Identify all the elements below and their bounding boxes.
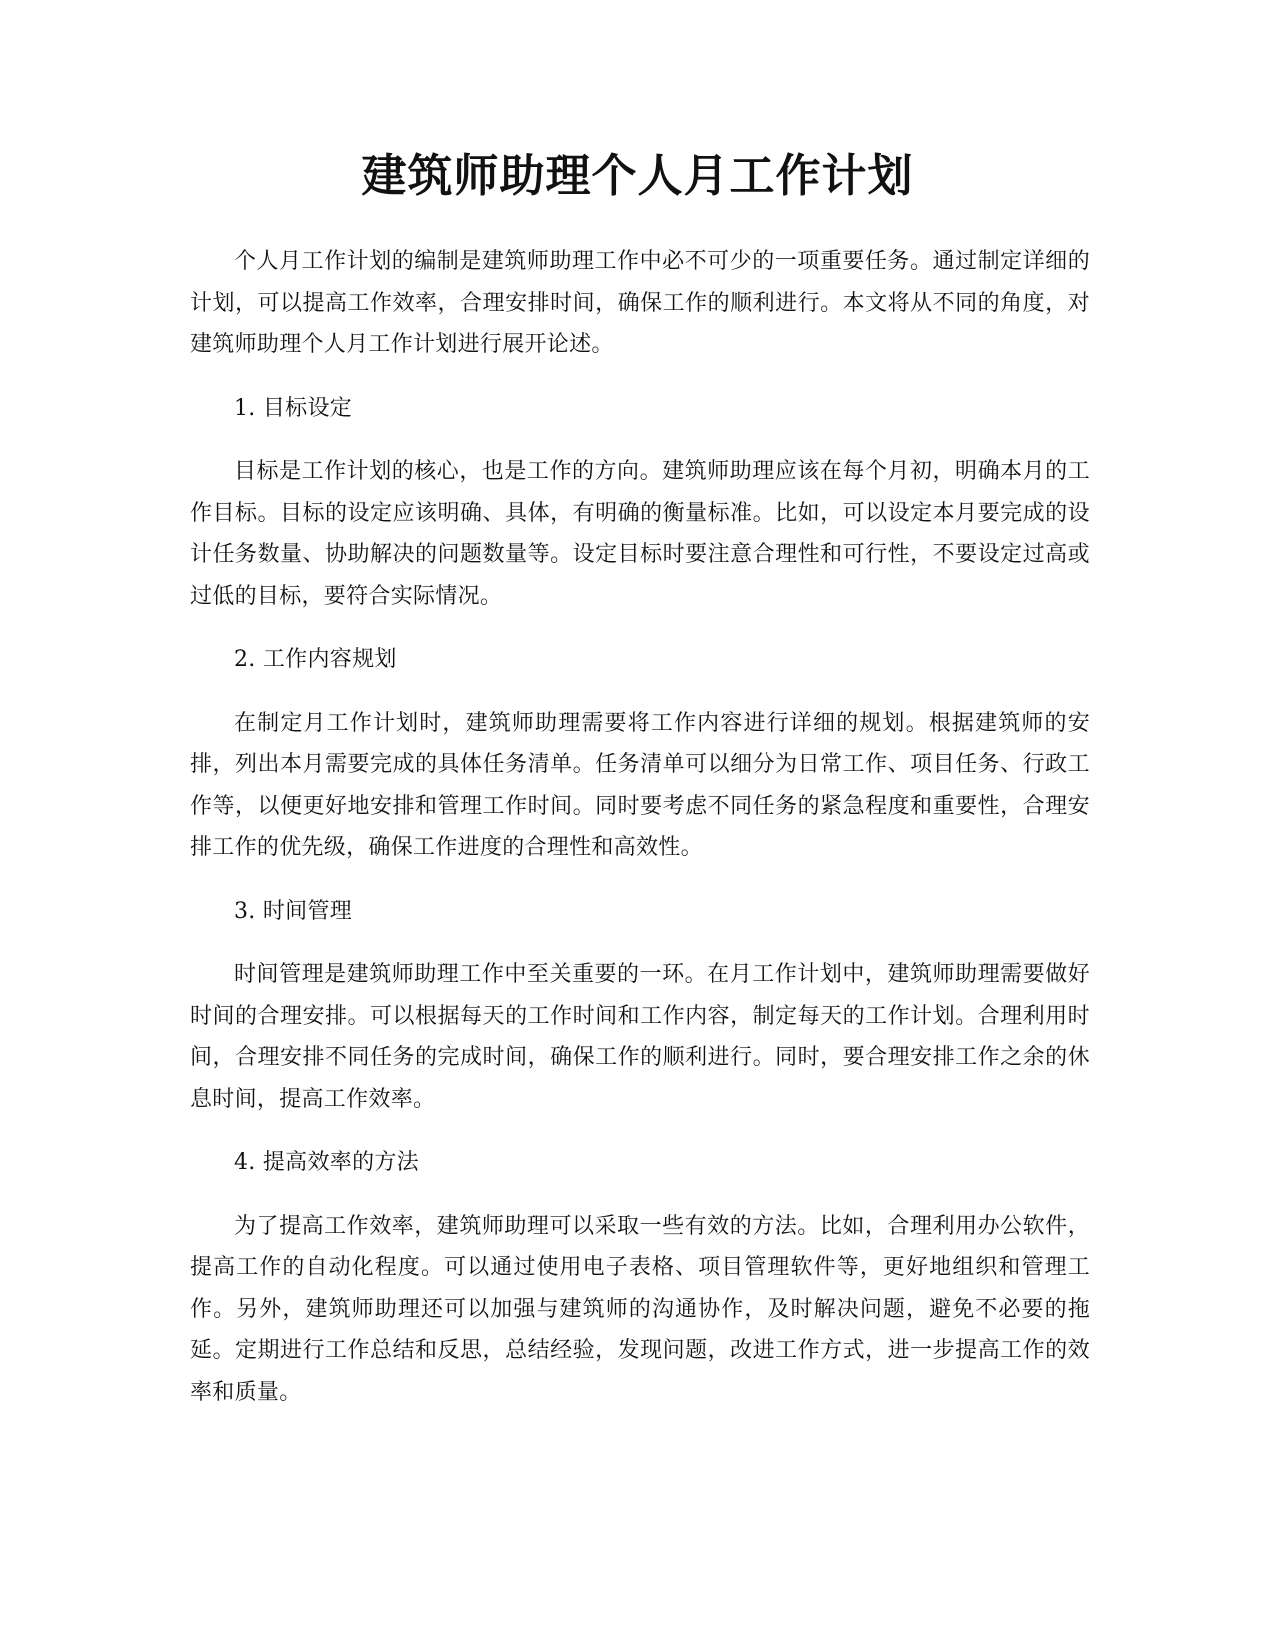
section-heading-work-planning: 2. 工作内容规划 (234, 647, 397, 672)
section-heading-time-management: 3. 时间管理 (234, 898, 353, 924)
section-body-goals: 目标是工作计划的核心，也是工作的方向。建筑师助理应该在每个月初，明确本月的工作目标。目标的设定应该明确、具体，有明确的衡量标准。比如，可以设定本月要完成的设计任务数量、协助解决的问题数量等。设定目标时要注意合理性和可行性，不要设定过高或过低的目标，要符合实际情况。 (190, 459, 1090, 609)
section-body-efficiency: 为了提高工作效率，建筑师助理可以采取一些有效的方法。比如，合理利用办公软件，提高工作的自动化程度。可以通过使用电子表格、项目管理软件等，更好地组织和管理工作。另外，建筑师助理还可以加强与建筑师的沟通协作，及时解决问题，避免不必要的拖延。定期进行工作总结和反思，总结经验，发现问题，改进工作方式，进一步提高工作的效率和质量。 (190, 1213, 1090, 1405)
document-title: 建筑师助理个人月工作计划 (361, 149, 914, 202)
section-heading-efficiency: 4. 提高效率的方法 (234, 1150, 419, 1175)
section-body-time-management: 时间管理是建筑师助理工作中至关重要的一环。在月工作计划中，建筑师助理需要做好时间的合理安排。可以根据每天的工作时间和工作内容，制定每天的工作计划。合理利用时间，合理安排不同任务的完成时间，确保工作的顺利进行。同时，要合理安排工作之余的休息时间，提高工作效率。 (190, 962, 1090, 1112)
document-body (190, 241, 1090, 1435)
section-heading-goals: 1. 目标设定 (234, 395, 353, 421)
intro-paragraph: 个人月工作计划的编制是建筑师助理工作中必不可少的一项重要任务。通过制定详细的计划，可以提高工作效率，合理安排时间，确保工作的顺利进行。本文将从不同的角度，对建筑师助理个人月工作计划进行展开论述。 (190, 249, 1090, 357)
section-body-work-planning: 在制定月工作计划时，建筑师助理需要将工作内容进行详细的规划。根据建筑师的安排，列出本月需要完成的具体任务清单。任务清单可以细分为日常工作、项目任务、行政工作等，以便更好地安排和管理工作时间。同时要考虑不同任务的紧急程度和重要性，合理安排工作的优先级，确保工作进度的合理性和高效性。 (190, 710, 1090, 860)
